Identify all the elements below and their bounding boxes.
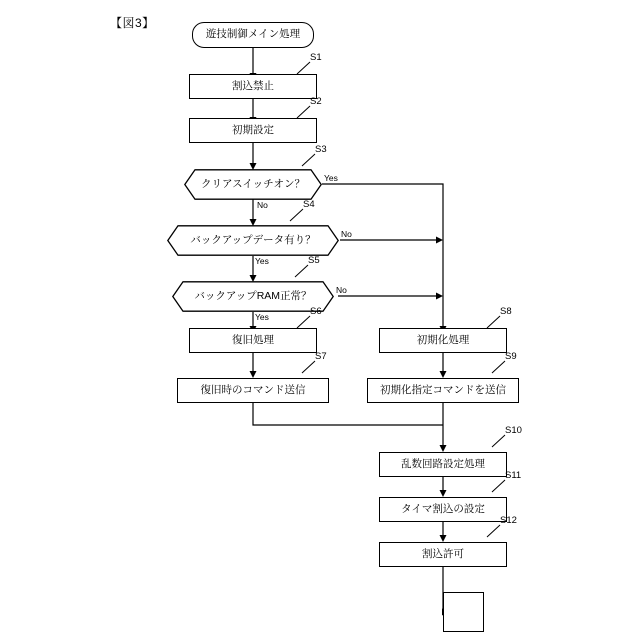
step-label-s8: S8 [500, 306, 512, 317]
node-s5-label: バックアップRAM正常？ [194, 289, 312, 302]
node-start-label: 遊技制御メイン処理 [205, 28, 301, 41]
node-s9-label: 初期化指定コマンドを送信 [380, 383, 506, 396]
step-label-s10: S10 [505, 425, 522, 436]
edge-label-s3-no: No [257, 200, 268, 210]
node-s1-label: 割込禁止 [232, 79, 274, 92]
node-s10-label: 乱数回路設定処理 [401, 457, 485, 470]
step-label-s9: S9 [505, 351, 517, 362]
node-s11-label: タイマ割込の設定 [401, 502, 485, 515]
step-label-s7: S7 [315, 351, 327, 362]
step-label-s4: S4 [303, 199, 315, 210]
node-s7-label: 復旧時のコマンド送信 [200, 383, 306, 396]
node-s4-label: バックアップデータ有り？ [190, 233, 316, 246]
node-s12-label: 割込許可 [422, 547, 464, 560]
step-label-s2: S2 [310, 96, 322, 107]
step-label-s6: S6 [310, 306, 322, 317]
node-s8-label: 初期化処理 [416, 333, 470, 346]
edge-label-s3-yes: Yes [324, 173, 338, 183]
edge-label-s4-yes: Yes [255, 256, 269, 266]
edge-label-s4-no: No [341, 229, 352, 239]
step-label-s5: S5 [308, 255, 320, 266]
step-label-s3: S3 [315, 144, 327, 155]
step-label-s11: S11 [505, 470, 522, 481]
figure-label: 【図3】 [110, 16, 155, 30]
step-label-s1: S1 [310, 52, 322, 63]
edge-label-s5-no: No [336, 285, 347, 295]
node-s6-label: 復旧処理 [232, 333, 274, 346]
node-s3-label: クリアスイッチオン？ [201, 177, 305, 190]
node-s2-label: 初期設定 [232, 123, 274, 136]
edge-label-s5-yes: Yes [255, 312, 269, 322]
step-label-s12: S12 [500, 515, 517, 526]
